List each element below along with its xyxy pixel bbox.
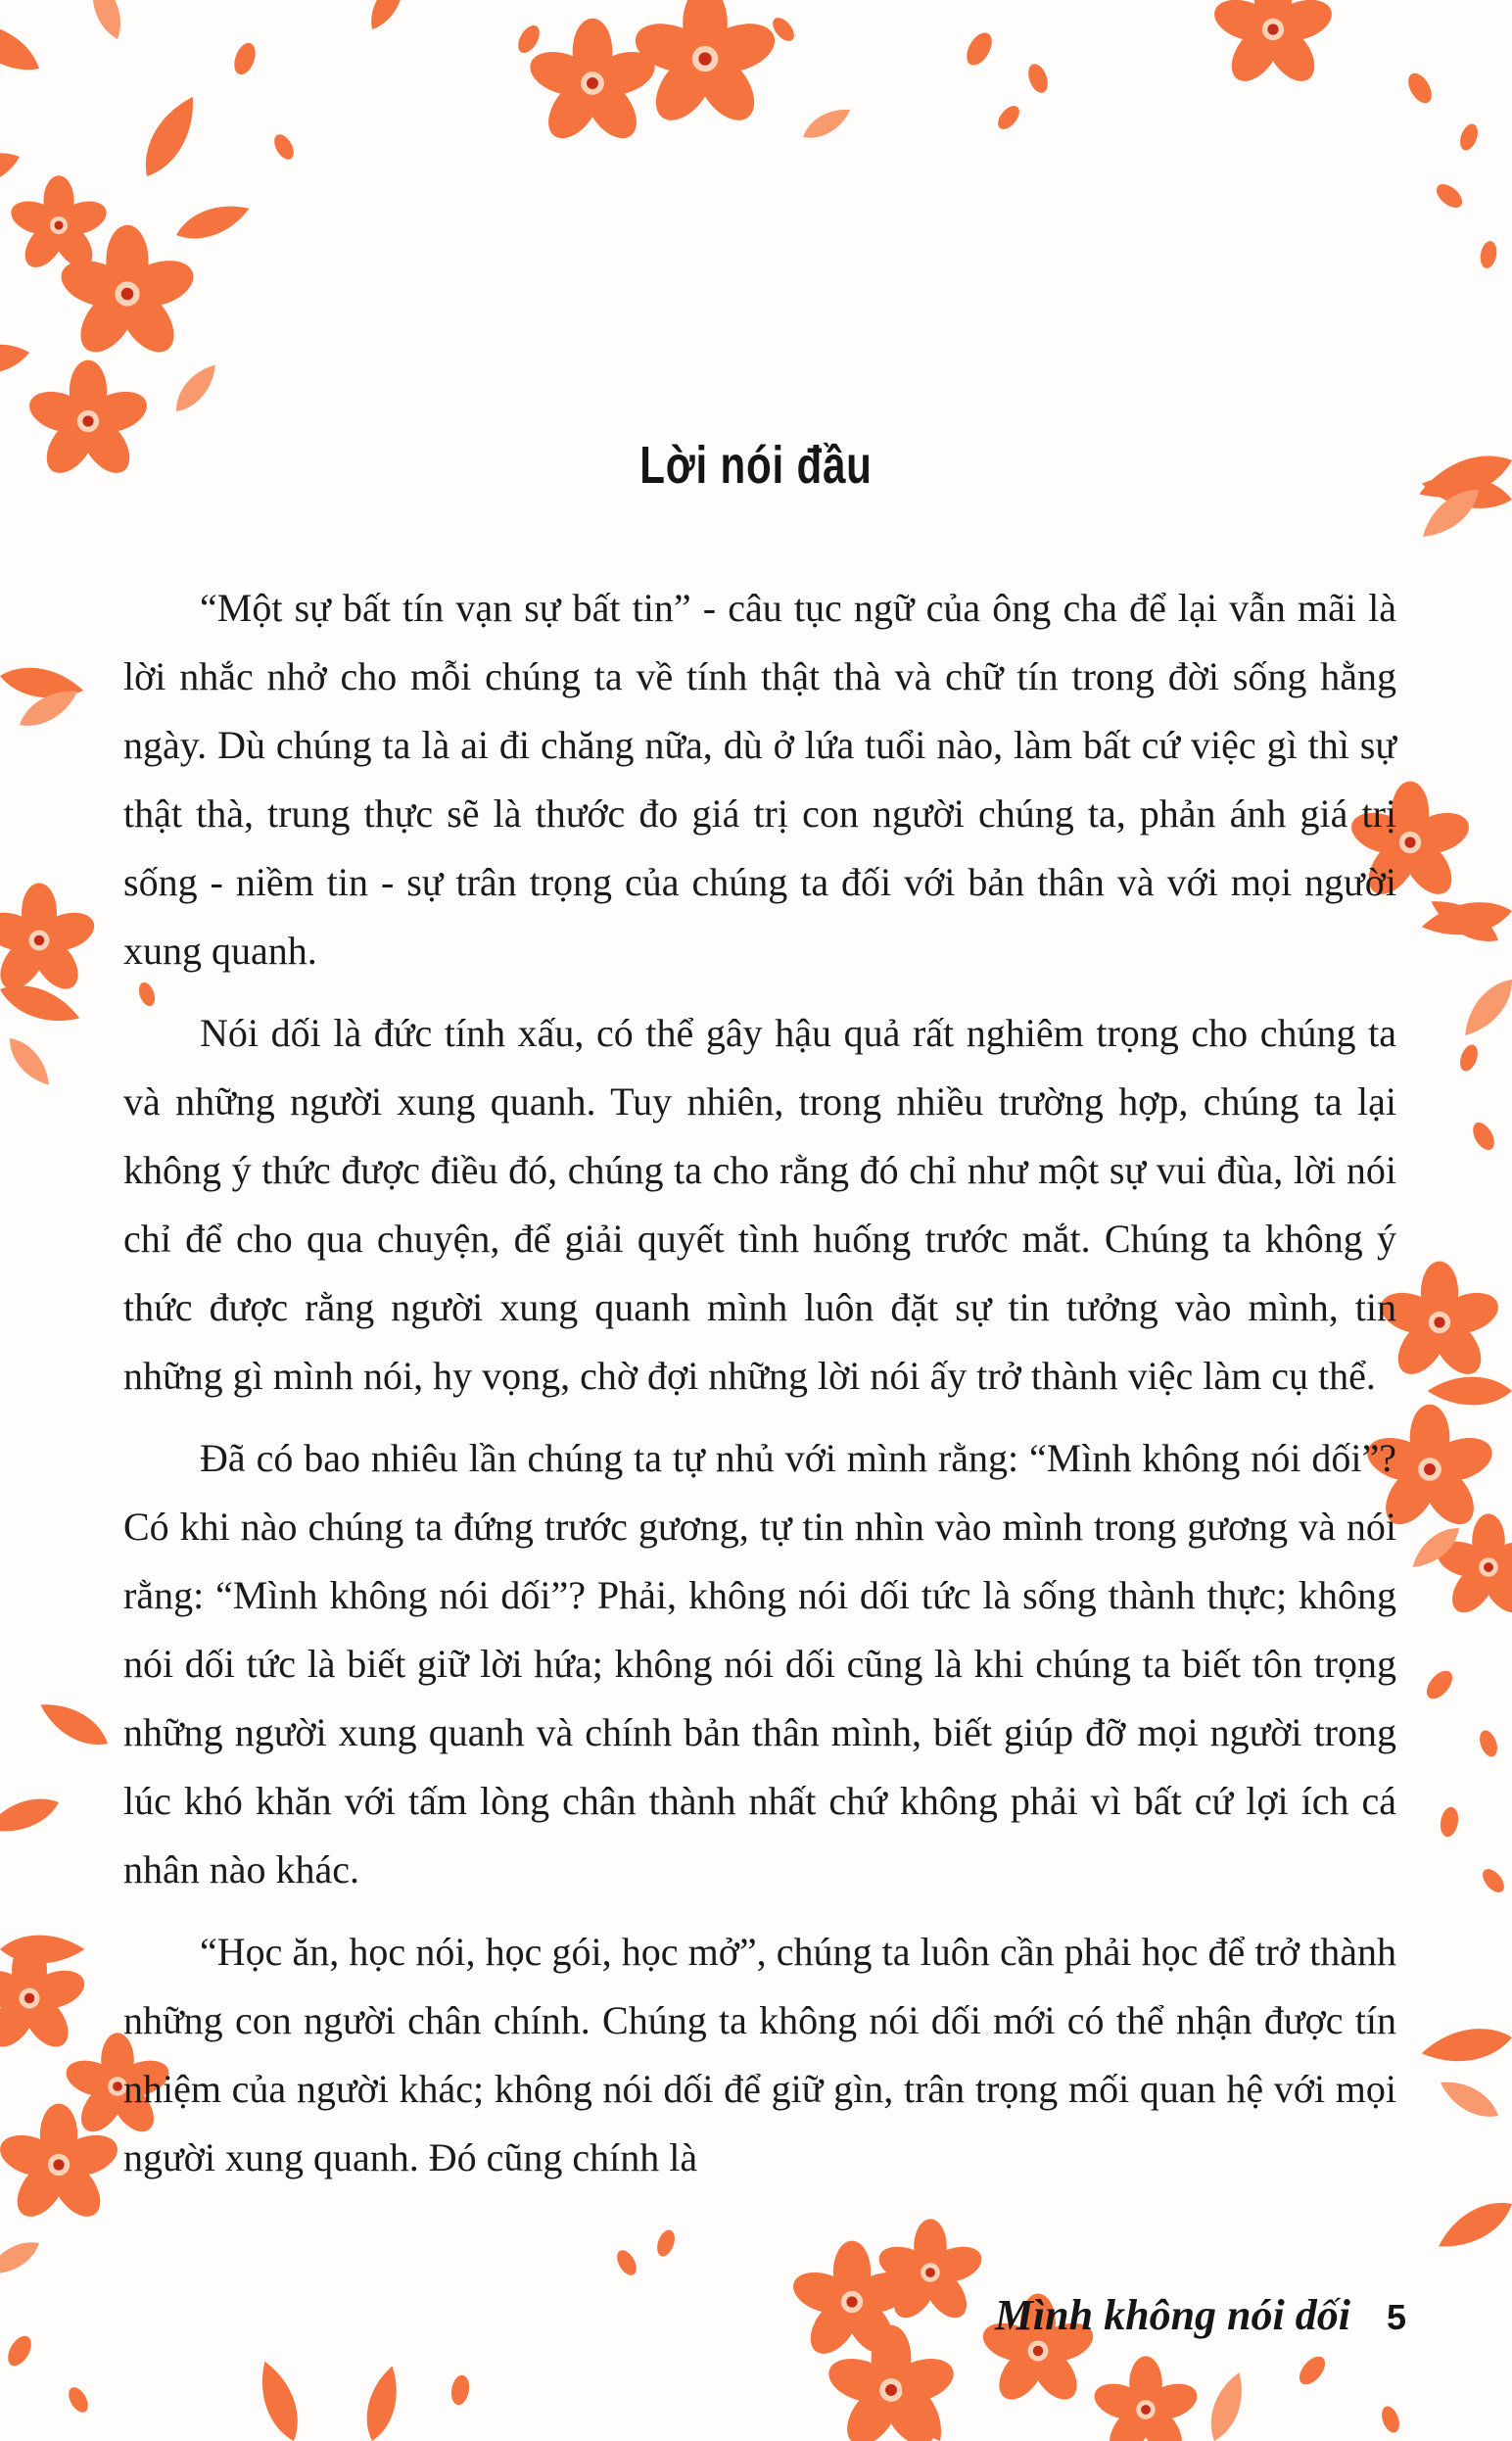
page-footer (995, 2286, 1406, 2347)
page-number: 5 (1386, 2297, 1406, 2337)
page-title: Lời nói đầu (639, 436, 873, 496)
paragraph: Đã có bao nhiêu lần chúng ta tự nhủ với mình rằng: “Mình không nói dối”? Có khi nào chúng ta đứng trước gương, tự tin nhìn vào mình trong gương và nói rằng: “Mình không nói dối”? Phải, không nói dối tức là sống thành thực; không nói dối tức là biết giữ lời hứa; không nói dối cũng là khi chúng ta biết tôn trọng những người xung quanh và chính bản thân mình, biết giúp đỡ mọi người trong lúc khó khăn với tấm lòng chân thành nhất chứ không phải vì bất cứ lợi ích cá nhân nào khác. (123, 1436, 1396, 1891)
paragraph: “Một sự bất tín vạn sự bất tin” - câu tục ngữ của ông cha để lại vẫn mãi là lời nhắc nhở cho mỗi chúng ta về tính thật thà và chữ tín trong đời sống hằng ngày. Dù chúng ta là ai đi chăng nữa, dù ở lứa tuổi nào, làm bất cứ việc gì thì sự thật thà, trung thực sẽ là thước đo giá trị con người chúng ta, phản ánh giá trị sống - niềm tin - sự trân trọng của chúng ta đối với bản thân và với mọi người xung quanh. (123, 586, 1396, 973)
footer-book-title: Mình không nói dối (994, 2291, 1350, 2339)
paragraph: Nói dối là đức tính xấu, có thể gây hậu quả rất nghiêm trọng cho chúng ta và những người xung quanh. Tuy nhiên, trong nhiều trường hợp, chúng ta lại không ý thức được điều đó, chúng ta cho rằng đó chỉ như một sự vui đùa, lời nói chỉ để cho qua chuyện, để giải quyết tình huống trước mắt. Chúng ta không ý thức được rằng người xung quanh mình luôn đặt sự tin tưởng vào mình, tin những gì mình nói, hy vọng, chờ đợi những lời nói ấy trở thành việc làm cụ thể. (123, 1011, 1396, 1398)
paragraph: “Học ăn, học nói, học gói, học mở”, chúng ta luôn cần phải học để trở thành những con người chân chính. Chúng ta không nói dối mới có thể nhận được tín nhiệm của người khác; không nói dối để giữ gìn, trân trọng mối quan hệ với mọi người xung quanh. Đó cũng chính là (123, 1930, 1396, 2179)
preface-body (123, 574, 1396, 2206)
